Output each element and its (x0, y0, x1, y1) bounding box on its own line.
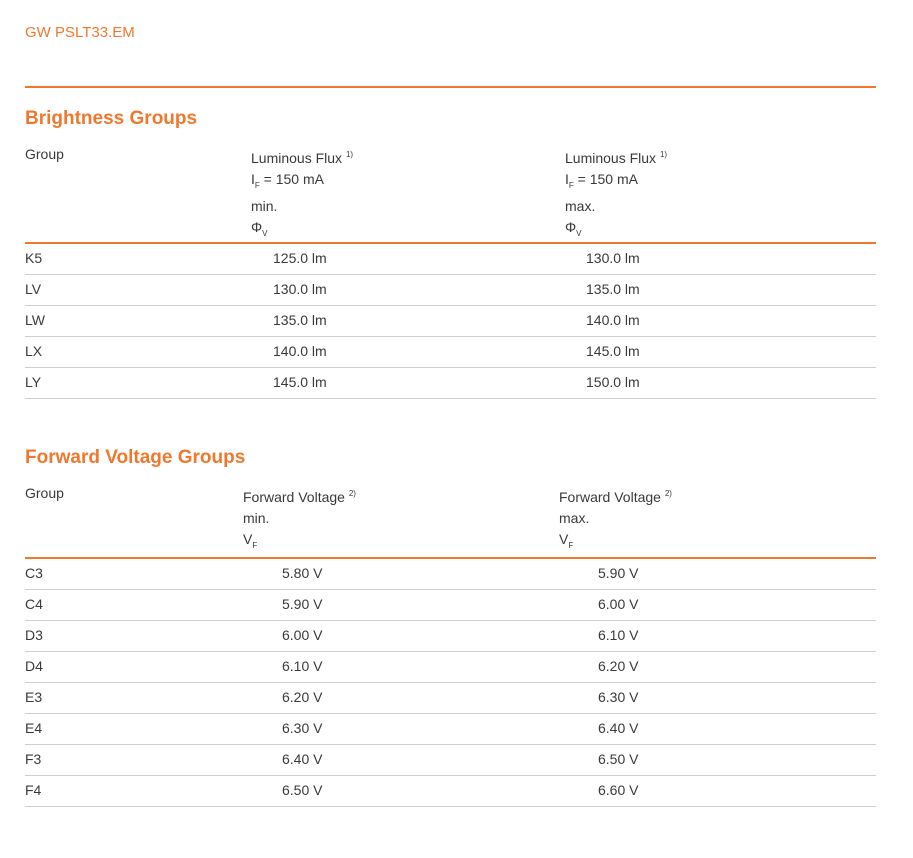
cell-max: 135.0 lm (586, 281, 640, 297)
cell-group: LY (25, 374, 42, 390)
cell-group: F4 (25, 782, 42, 798)
cell-min: 6.00 V (282, 627, 323, 643)
unit-symbol: V (243, 531, 253, 547)
cell-min: 130.0 lm (273, 281, 327, 297)
table-row (25, 652, 876, 683)
condition-value: = 150 mA (573, 171, 638, 187)
table-row (25, 244, 876, 275)
forward-voltage-groups-title: Forward Voltage Groups (25, 447, 246, 468)
condition-symbol: I (251, 171, 255, 187)
header-label: Luminous Flux (565, 150, 657, 166)
voltage-header-group: Group (25, 485, 64, 501)
voltage-header-max (559, 483, 672, 556)
condition-value: = 150 mA (259, 171, 324, 187)
cell-max: 5.90 V (598, 565, 639, 581)
cell-max: 6.20 V (598, 658, 639, 674)
cell-max: 6.40 V (598, 720, 639, 736)
qualifier: min. (243, 510, 270, 526)
cell-group: C4 (25, 596, 43, 612)
voltage-header-min (243, 483, 356, 556)
table-row (25, 368, 876, 399)
cell-max: 6.10 V (598, 627, 639, 643)
cell-min: 140.0 lm (273, 343, 327, 359)
table-row (25, 683, 876, 714)
cell-min: 5.80 V (282, 565, 323, 581)
table-row (25, 776, 876, 807)
cell-group: D3 (25, 627, 43, 643)
qualifier: max. (565, 198, 596, 214)
cell-max: 6.50 V (598, 751, 639, 767)
cell-max: 145.0 lm (586, 343, 640, 359)
header-label: Forward Voltage (243, 489, 345, 505)
table-row (25, 559, 876, 590)
table-row (25, 621, 876, 652)
part-number: GW PSLT33.EM (25, 24, 135, 41)
cell-min: 6.20 V (282, 689, 323, 705)
cell-min: 6.40 V (282, 751, 323, 767)
condition-subscript: F (568, 181, 574, 190)
cell-min: 135.0 lm (273, 312, 327, 328)
table-row (25, 714, 876, 745)
cell-group: K5 (25, 250, 43, 266)
qualifier: max. (559, 510, 590, 526)
table-row (25, 590, 876, 621)
footnote-ref: 2) (664, 489, 672, 498)
cell-min: 125.0 lm (273, 250, 327, 266)
cell-max: 6.60 V (598, 782, 639, 798)
header-label: Luminous Flux (251, 150, 343, 166)
footnote-ref: 2) (348, 489, 356, 498)
table-row (25, 337, 876, 368)
header-label: Forward Voltage (559, 489, 661, 505)
cell-min: 5.90 V (282, 596, 323, 612)
table-row (25, 275, 876, 306)
cell-min: 6.10 V (282, 658, 323, 674)
brightness-header-max (565, 144, 667, 244)
table-row (25, 745, 876, 776)
cell-group: C3 (25, 565, 43, 581)
unit-subscript: F (568, 541, 574, 550)
condition-subscript: F (254, 181, 260, 190)
brightness-header-min (251, 144, 353, 244)
cell-group: LW (25, 312, 45, 328)
unit-subscript: F (252, 541, 258, 550)
cell-group: D4 (25, 658, 43, 674)
header-divider (25, 86, 876, 88)
cell-group: F3 (25, 751, 42, 767)
cell-group: E3 (25, 689, 43, 705)
unit-symbol: Φ (565, 219, 577, 235)
cell-max: 140.0 lm (586, 312, 640, 328)
qualifier: min. (251, 198, 278, 214)
table-row (25, 306, 876, 337)
footnote-ref: 1) (345, 150, 354, 159)
cell-max: 130.0 lm (586, 250, 640, 266)
unit-symbol: Φ (251, 219, 263, 235)
brightness-header-group: Group (25, 146, 64, 162)
condition-symbol: I (565, 171, 569, 187)
cell-max: 150.0 lm (586, 374, 640, 390)
cell-min: 145.0 lm (273, 374, 327, 390)
cell-min: 6.50 V (282, 782, 323, 798)
cell-group: LV (25, 281, 42, 297)
brightness-groups-title: Brightness Groups (25, 108, 198, 129)
cell-min: 6.30 V (282, 720, 323, 736)
cell-max: 6.00 V (598, 596, 639, 612)
cell-group: E4 (25, 720, 43, 736)
footnote-ref: 1) (659, 150, 668, 159)
unit-subscript: V (576, 229, 582, 238)
cell-group: LX (25, 343, 43, 359)
unit-subscript: V (262, 229, 268, 238)
cell-max: 6.30 V (598, 689, 639, 705)
unit-symbol: V (559, 531, 569, 547)
